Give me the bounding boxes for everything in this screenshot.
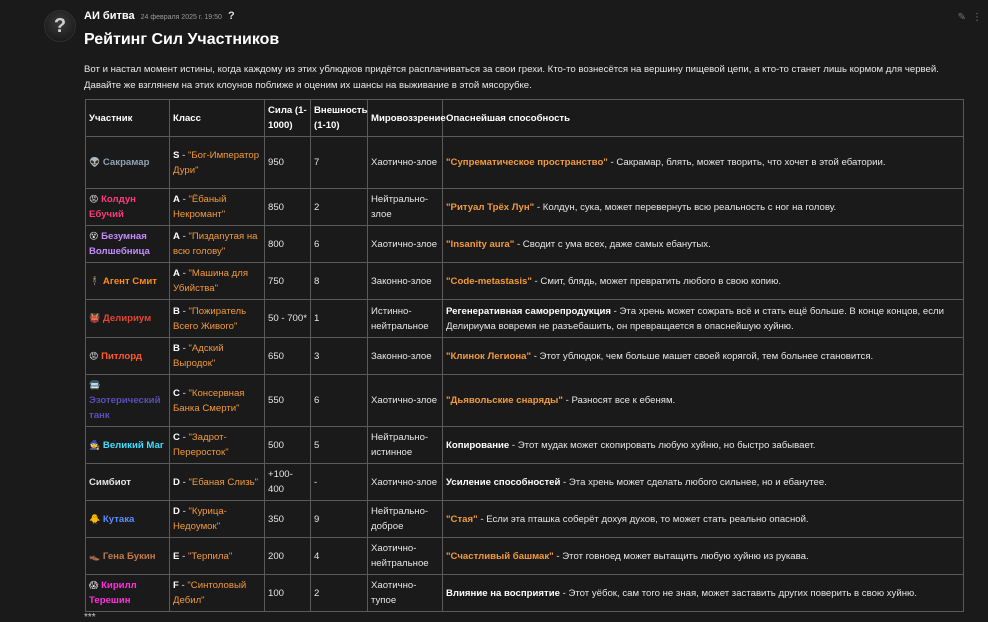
class-cell: A - "Пиздanутая на всю голову": [170, 226, 265, 263]
class-rank: A: [173, 194, 180, 205]
col-header: Участник: [86, 100, 170, 137]
skill-name: Регенеративная саморепродукция: [446, 305, 611, 317]
post-date: 24 февраля 2025 г. 19:50: [140, 14, 222, 21]
participant-name: Кирилл Терешин: [89, 580, 137, 606]
view-cell: Нейтрально-истинное: [368, 427, 443, 464]
class-rank: F: [173, 580, 179, 591]
skill-cell: [443, 263, 964, 300]
participant-icon: 😵: [89, 231, 99, 241]
table-row: [86, 137, 964, 189]
skill-desc: - Смит, блядь, может превратить любого в свою копию.: [531, 275, 782, 287]
view-cell: Хаотично-злое: [368, 464, 443, 501]
skill-name: Влияние на восприятие: [446, 587, 560, 599]
post-intro: Вот и настал момент истины, когда каждому из этих ублюдков придётся расплачиваться за свои грехи. Кто-то вознесётся на вершину пищевой цепи, а кто-то станет лишь кормом для червей. Давайте же взглянем на этих клоунов поближе и оценим их шансы на выживание в этой мясорубке.: [84, 64, 939, 91]
skill-desc: - Этот говноед может вытащить любую хуйню из рукава.: [553, 550, 809, 562]
look-cell: 7: [311, 137, 368, 189]
class-rank: A: [173, 231, 180, 242]
skill-cell: [443, 338, 964, 375]
col-header: Сила (1-1000): [265, 100, 311, 137]
power-cell: 800: [265, 226, 311, 263]
look-cell: 4: [311, 538, 368, 575]
class-rank: C: [173, 432, 180, 443]
class-rank: B: [173, 343, 180, 354]
view-cell: Хаотично-злое: [368, 226, 443, 263]
participant-name: Агент Смит: [102, 275, 157, 287]
skill-desc: - Сводит с ума всех, даже самых ебанутых.: [514, 238, 711, 250]
power-cell: 200: [265, 538, 311, 575]
class-rank: S: [173, 149, 180, 161]
class-rank: A: [173, 268, 180, 279]
participant-cell: [86, 464, 170, 501]
skill-desc: - Эта хрень может сожрать всё и стать ещё больше. В конце концов, если Делириума вовремя не разъебашить, он превращается в опаснейшую хуйню.: [446, 305, 944, 332]
view-cell: Законно-злое: [368, 338, 443, 375]
class-name: "Консервная Банка Смерти": [173, 387, 245, 414]
participant-icon: 👽: [89, 157, 101, 167]
power-cell: 550: [265, 375, 311, 427]
col-header: Мировоззрение: [368, 100, 443, 137]
post-title: Рейтинг Сил Участников: [84, 31, 280, 48]
participant-icon: 🚍: [89, 380, 101, 390]
skill-name: "Счастливый башмак": [446, 550, 554, 562]
class-rank: D: [173, 476, 180, 488]
participant-cell: [86, 300, 170, 338]
class-name: "Синтоловый Дебил": [173, 580, 247, 606]
participant-cell: [86, 338, 170, 375]
class-cell: S - "Бог-Император Дури": [170, 137, 265, 189]
table-row: [86, 501, 964, 538]
power-cell: 100: [265, 575, 311, 612]
power-cell: 750: [265, 263, 311, 300]
skill-name: "Дьявольские снаряды": [446, 395, 563, 406]
skill-name: "Code-metastasis": [446, 275, 532, 287]
skill-desc: - Разносят все к ебеням.: [562, 395, 676, 406]
participant-icon: 👞: [89, 550, 101, 561]
table-row: [86, 226, 964, 263]
skill-desc: - Эта хрень может сделать любого сильнее, но и ебанутее.: [560, 476, 827, 488]
look-cell: 9: [311, 501, 368, 538]
look-cell: 3: [311, 338, 368, 375]
skill-name: "Супрематическое пространство": [446, 157, 608, 168]
participant-icon: 😡: [89, 194, 99, 204]
class-name: "Машина для Убийства": [173, 268, 249, 294]
class-cell: E - "Терпила": [170, 538, 265, 575]
view-cell: Нейтрально-злое: [368, 189, 443, 226]
table-row: [86, 338, 964, 375]
class-name: "Курица-Недоумок": [173, 506, 227, 532]
skill-cell: [443, 375, 964, 427]
rating-table: [85, 99, 964, 612]
power-cell: 500: [265, 427, 311, 464]
skill-cell: [443, 538, 964, 575]
help-icon[interactable]: ?: [227, 10, 235, 22]
table-row: [86, 189, 964, 226]
class-cell: B - "Пожиратель Всего Живого": [170, 300, 265, 338]
skill-desc: - Этот мудак может скопировать любую хуйню, но быстро забывает.: [509, 439, 816, 451]
participant-icon: 🧙: [89, 439, 101, 450]
participant-name: Симбиот: [89, 476, 131, 488]
participant-cell: [86, 189, 170, 226]
class-cell: C - "Консервная Банка Смерти": [170, 375, 265, 427]
participant-cell: [86, 137, 170, 189]
class-cell: A - "Ёбаный Некромант": [170, 189, 265, 226]
power-cell: 50 - 700*: [265, 300, 311, 338]
power-cell: 650: [265, 338, 311, 375]
look-cell: -: [311, 464, 368, 501]
post-tools: [958, 12, 982, 23]
participant-name: Кутака: [102, 513, 135, 525]
skill-desc: - Этот ублюдок, чем больше машет своей корягой, тем больнее становится.: [531, 350, 874, 362]
participant-icon: 😱: [89, 580, 99, 590]
participant-icon: 🕴: [89, 275, 101, 286]
class-cell: C - "Задрот-Переросток": [170, 427, 265, 464]
participant-icon: 😡: [89, 350, 99, 361]
participant-cell: [86, 501, 170, 538]
skill-name: "Ритуал Трёх Лун": [446, 201, 535, 213]
skill-desc: - Сакрамар, блять, может творить, что хочет в этой ебатории.: [607, 157, 886, 168]
class-name: "Адский Выродок": [173, 343, 224, 369]
table-row: [86, 300, 964, 338]
class-name: "Пиздanутая на всю голову": [173, 231, 258, 257]
participant-cell: [86, 538, 170, 575]
look-cell: 8: [311, 263, 368, 300]
class-cell: F - "Синтоловый Дебил": [170, 575, 265, 612]
class-cell: B - "Адский Выродок": [170, 338, 265, 375]
look-cell: 6: [311, 226, 368, 263]
look-cell: 2: [311, 575, 368, 612]
look-cell: 2: [311, 189, 368, 226]
class-rank: E: [173, 550, 180, 562]
class-name: "Бог-Император Дури": [173, 149, 260, 176]
skill-cell: [443, 137, 964, 189]
class-cell: A - "Машина для Убийства": [170, 263, 265, 300]
skill-name: Усиление способностей: [446, 476, 561, 488]
class-cell: D - "Курица-Недоумок": [170, 501, 265, 538]
look-cell: 5: [311, 427, 368, 464]
look-cell: 1: [311, 300, 368, 338]
skill-cell: [443, 427, 964, 464]
skill-name: "Insanity aura": [446, 238, 515, 250]
class-rank: C: [173, 387, 180, 399]
participant-name: Великий Маг: [102, 439, 164, 451]
class-cell: D - "Ебаная Слизь": [170, 464, 265, 501]
skill-name: "Клинок Легиона": [446, 350, 532, 362]
table-row: [86, 464, 964, 501]
participant-cell: [86, 375, 170, 427]
view-cell: Хаотично-злое: [368, 137, 443, 189]
power-cell: 950: [265, 137, 311, 189]
participant-name: Колдун Ебучий: [89, 194, 136, 220]
participant-name: Сакрамар: [102, 157, 150, 168]
skill-desc: - Колдун, сука, может перевернуть всю реальность с ног на голову.: [534, 201, 837, 213]
look-cell: 6: [311, 375, 368, 427]
view-cell: Истинно-нейтральное: [368, 300, 443, 338]
skill-desc: - Если эта пташка соберёт дохуя духов, то может стать реально опасной.: [477, 513, 809, 525]
post-footer: ***: [84, 612, 96, 622]
class-rank: B: [173, 305, 180, 317]
class-name: "Ёбаный Некромант": [173, 194, 227, 220]
skill-cell: [443, 575, 964, 612]
class-name: "Задрот-Переросток": [173, 432, 229, 458]
view-cell: Хаотично-злое: [368, 375, 443, 427]
class-name: "Терпила": [187, 550, 233, 562]
table-row: [86, 575, 964, 612]
more-icon[interactable]: ⋮: [972, 12, 982, 23]
power-cell: 850: [265, 189, 311, 226]
participant-cell: [86, 427, 170, 464]
author-avatar[interactable]: ?: [44, 10, 76, 42]
participant-icon: 🐥: [89, 513, 101, 524]
participant-name: Питлорд: [101, 350, 142, 362]
table-row: [86, 538, 964, 575]
power-cell: 350: [265, 501, 311, 538]
edit-icon[interactable]: ✎: [957, 12, 966, 23]
power-cell: +100-400: [265, 464, 311, 501]
participant-cell: [86, 226, 170, 263]
post-header: [84, 10, 235, 26]
table-row: [86, 375, 964, 427]
skill-cell: [443, 189, 964, 226]
skill-cell: [443, 300, 964, 338]
participant-name: Делириум: [102, 313, 152, 324]
participant-cell: [86, 575, 170, 612]
skill-cell: [443, 464, 964, 501]
class-rank: D: [173, 506, 180, 517]
view-cell: Законно-злое: [368, 263, 443, 300]
skill-cell: [443, 226, 964, 263]
skill-cell: [443, 501, 964, 538]
view-cell: Хаотично-нейтральное: [368, 538, 443, 575]
view-cell: Хаотично-тупое: [368, 575, 443, 612]
table-row: [86, 263, 964, 300]
participant-name: Безумная Волшебница: [89, 231, 150, 257]
skill-name: Копирование: [446, 439, 510, 451]
col-header: Опаснейшая способность: [443, 100, 964, 137]
col-header: Класс: [170, 100, 265, 137]
table-header-row: [86, 100, 964, 137]
participant-icon: 👹: [89, 313, 101, 323]
table-row: [86, 427, 964, 464]
class-name: "Ебаная Слизь": [188, 476, 259, 488]
participant-cell: [86, 263, 170, 300]
participant-name: Эзотерический танк: [89, 395, 161, 421]
view-cell: Нейтрально-доброе: [368, 501, 443, 538]
skill-desc: - Этот уёбок, сам того не зная, может заставить других поверить в свою хуйню.: [559, 587, 917, 599]
class-name: "Пожиратель Всего Живого": [173, 305, 247, 332]
col-header: Внешность (1-10): [311, 100, 368, 137]
skill-name: "Стая": [446, 513, 478, 525]
author-name[interactable]: АИ битва: [84, 10, 135, 22]
participant-name: Гена Букин: [102, 550, 156, 562]
